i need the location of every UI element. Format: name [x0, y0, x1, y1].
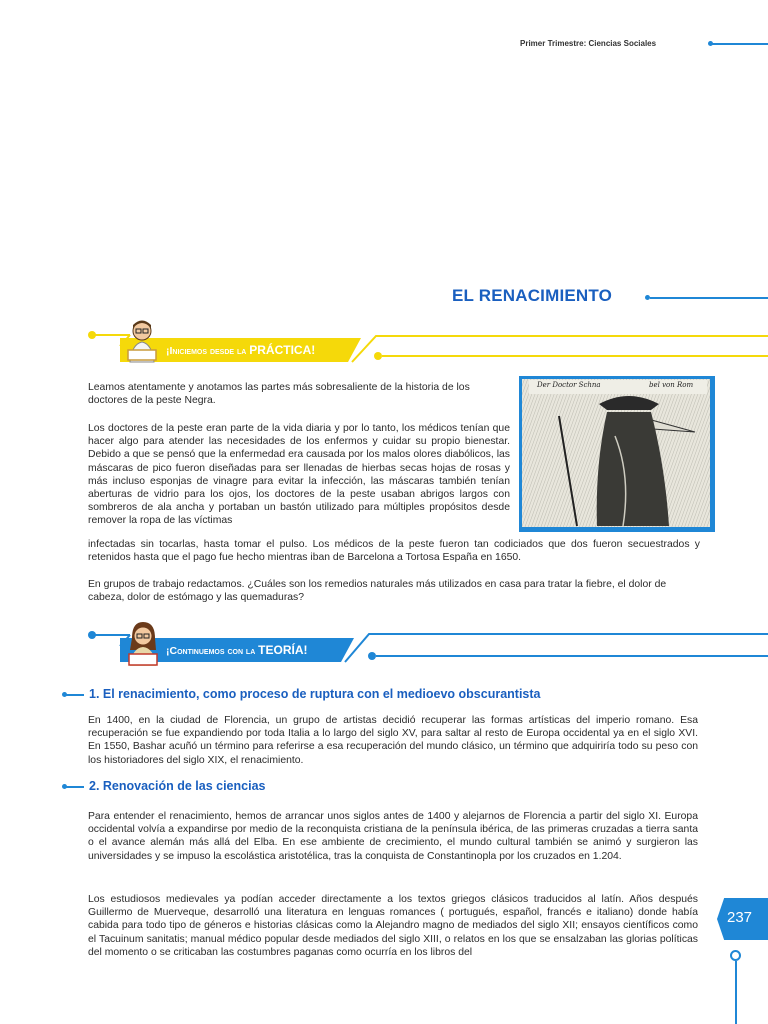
- theory-banner-prefix: ¡Continuemos con la: [166, 645, 256, 657]
- engraving-caption-right: bel von Rom: [649, 381, 694, 389]
- practice-banner-label: [166, 343, 315, 357]
- section1-heading: 1. El renacimiento, como proceso de ruptura con el medioevo obscurantista: [89, 687, 541, 701]
- page-number: 237: [727, 909, 753, 926]
- plague-paragraph-full: infectadas sin tocarlas, hasta tomar el pulso. Los médicos de la peste fueron tan codiciados que dos fueron secuestrados y retenidos hasta que el pago fue hecho mientras iban de Barcelona a Tortosa España en 1650.: [88, 539, 700, 564]
- page-number-stem: [735, 961, 737, 1024]
- theory-banner-emph: TEORÍA!: [258, 643, 308, 657]
- plague-doctor-engraving: [519, 376, 715, 532]
- section2-line: [66, 786, 84, 788]
- section1-text: En 1400, en la ciudad de Florencia, un grupo de artistas decidió recuperar las formas artísticas del imperio romano. Esa recuperación se fue expandiendo por toda Italia a lo largo del siglo XV, para saltar al resto de Europa occidental ya en el siglo XVI. En 1550, Bashar acuñó un término para referirse a esa recuperación del mundo clásico, un término que adquiriría todo su peso con los historiadores del siglo XIX, el renacimiento.: [88, 715, 698, 766]
- plague-paragraph-wrapped: Los doctores de la peste eran parte de la vida diaria y por lo tanto, los médicos tenían que hacer algo para atender las necesidades de los enfermos y cuidar su propio bienestar. Debido a que se pensó que la enfermedad era causada por los malos olores diabólicos, las máscaras de pico fueron diseñadas para ser llenadas de hierbas secas hojas de rosas y más incluso esponjas de vinagre para evitar la infección, las máscaras también tenían aberturas de vidrio para los ojos, los doctores de la peste usaban abrigos largos con sombreros de ala ancha y portaban un bastón utilizado para múltiples propósitos desde remover la ropa de las víctimas: [88, 423, 510, 527]
- section1-line: [66, 694, 84, 696]
- practice-banner-emph: PRÁCTICA!: [249, 343, 316, 357]
- title-line: [650, 297, 768, 299]
- page-title: EL RENACIMIENTO: [452, 286, 613, 305]
- section2-text2: Los estudiosos medievales ya podían acceder directamente a los textos griegos clásicos traducidos al latín. Años después Guillermo de Muerveque, desarrolló una literatura en lenguas romances ( portugués, español, francés e italiano) donde había cabida para todo tipo de géneros e historias clásicas como la Alejandro magno de mediados del siglo XII; ensayos científicos como el Tacuinum sanitatis; manual médico popular desde mediados del siglo XIII, o relatos en los que se ensalzaban las glorias políticas del momento o se criticaban las costumbres paganas como ocurría en los libros del: [88, 894, 698, 958]
- section2-text1: Para entender el renacimiento, hemos de arrancar unos siglos antes de 1400 y alejarnos de Florencia a partir del siglo XI. Europa occidental volvía a expandirse por medio de la reconquista cristiana de la península ibérica, de las primeras cruzadas a tierra santa o el avance alemán más allá del Elba. En ese ambiente de crecimiento, el mundo cultural también se animó y surgieron las universidades y se impuso la escolástica aristotélica, tras la conquista de Constantinopla por los cruzados en 1.204.: [88, 811, 698, 862]
- theory-banner-label: [166, 643, 308, 657]
- engraving-caption-left: Der Doctor Schna: [537, 381, 601, 389]
- running-header: Primer Trimestre: Ciencias Sociales: [520, 39, 657, 48]
- header-line: [712, 43, 768, 45]
- section2-heading: 2. Renovación de las ciencias: [89, 779, 266, 793]
- engraving-frame: [519, 376, 715, 532]
- practice-banner-prefix: ¡Iniciemos desde la: [166, 345, 247, 357]
- practice-question: En grupos de trabajo redactamos. ¿Cuáles son los remedios naturales más utilizados en casa para tratar la fiebre, el dolor de cabeza, dolor de estómago y las quemaduras?: [88, 579, 667, 604]
- intro-text: Leamos atentamente y anotamos las partes más sobresaliente de la historia de los doctores de la peste Negra.: [88, 382, 470, 407]
- student-reading-icon: [120, 318, 162, 364]
- student-girl-icon: [122, 620, 164, 668]
- page-number-ring: [730, 950, 741, 961]
